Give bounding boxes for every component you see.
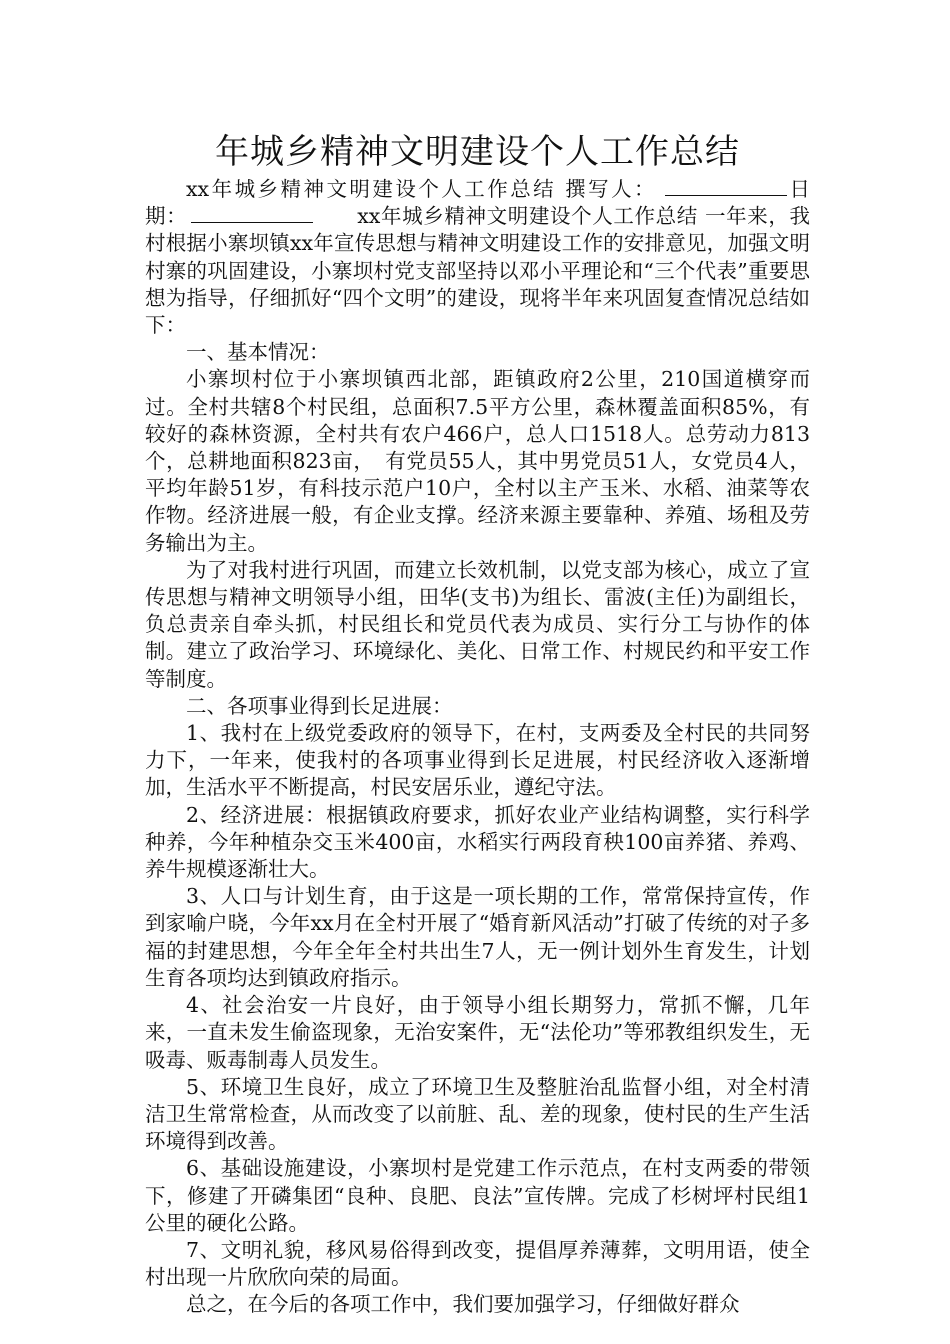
body-paragraph: 3、人口与计划生育，由于这是一项长期的工作，常常保持宣传，作到家喻户晓，今年xx月在全村开展了“婚育新风活动”打破了传统的对子多福的封建思想，今年全年全村共出生7人，无一例计划外生育发生，计划生育各项均达到镇政府指示。 bbox=[145, 884, 810, 990]
document-page bbox=[145, 0, 831, 1319]
body-paragraph: 4、社会治安一片良好，由于领导小组长期努力，常抓不懈，几年来，一直未发生偷盗现象，无治安案件，无“法伦功”等邪教组织发生，无吸毒、贩毒制毒人员发生。 bbox=[145, 993, 810, 1072]
section-heading: 二、各项事业得到长足进展： bbox=[186, 693, 453, 718]
document-title: 年城乡精神文明建设个人工作总结 bbox=[215, 132, 740, 172]
intro-text: xx年城乡精神文明建设个人工作总结 一年来，我村根据小寨坝镇xx年宣传思想与精神文明建设工作的安排意见，加强文明村寨的巩固建设，小寨坝村党支部坚持以邓小平理论和“三个代表”重要思想为指导，仔细抓好“四个文明”的建设，现将半年来巩固复查情况总结如下： bbox=[145, 204, 810, 338]
header-paragraph bbox=[145, 176, 831, 339]
section-heading: 一、基本情况： bbox=[186, 340, 330, 365]
body-paragraph: 小寨坝村位于小寨坝镇西北部，距镇政府2公里，210国道横穿而过。全村共辖8个村民组，总面积7.5平方公里，森林覆盖面积85%，有较好的森林资源，全村共有农户466户，总人口1518人。总劳动力813个，总耕地面积823亩， 有党员55人，其中男党员51人，女党员4人，平均年龄51岁，有科技示范户10户，全村以主产玉米、水稻、油菜等农作物。经济进展一般，有企业支撑。经济来源主要靠种、养殖、场租及劳务输出为主。 bbox=[145, 367, 810, 555]
date-blank bbox=[191, 221, 313, 223]
body-paragraph: 7、文明礼貌，移风易俗得到改变，提倡厚养薄葬，文明用语，使全村出现一片欣欣向荣的局面。 bbox=[145, 1237, 810, 1290]
subtitle-text: xx年城乡精神文明建设个人工作总结 撰写人： bbox=[186, 177, 658, 201]
body-paragraph: 1、我村在上级党委政府的领导下，在村，支两委及全村民的共同努力下，一年来，使我村的各项事业得到长足进展，村民经济收入逐渐增加，生活水平不断提高，村民安居乐业，遵纪守法。 bbox=[145, 721, 810, 800]
body-paragraph: 6、基础设施建设，小寨坝村是党建工作示范点，在村支两委的带领下，修建了开磷集团“良种、良肥、良法”宣传牌。完成了杉树坪村民组1公里的硬化公路。 bbox=[145, 1156, 810, 1235]
body-paragraph: 2、经济进展：根据镇政府要求，抓好农业产业结构调整，实行科学种养，今年种植杂交玉米400亩，水稻实行两段育秧100亩养猪、养鸡、养牛规模逐渐壮大。 bbox=[145, 802, 810, 882]
document-body bbox=[145, 176, 831, 1319]
body-paragraph: 总之，在今后的各项工作中，我们要加强学习，仔细做好群众 bbox=[186, 1292, 740, 1317]
author-blank bbox=[665, 194, 787, 196]
date-label: 日 期： bbox=[145, 177, 831, 229]
body-paragraph: 为了对我村进行巩固，而建立长效机制，以党支部为核心，成立了宣传思想与精神文明领导小组，田华(支书)为组长、雷波(主任)为副组长，负总责亲自牵头抓，村民组长和党员代表为成员、实行分工与协作的体制。建立了政治学习、环境绿化、美化、日常工作、村规民约和平安工作等制度。 bbox=[145, 557, 810, 691]
body-paragraph: 5、环境卫生良好，成立了环境卫生及整脏治乱监督小组，对全村清洁卫生常常检查，从而改变了以前脏、乱、差的现象，使村民的生产生活环境得到改善。 bbox=[145, 1074, 810, 1154]
